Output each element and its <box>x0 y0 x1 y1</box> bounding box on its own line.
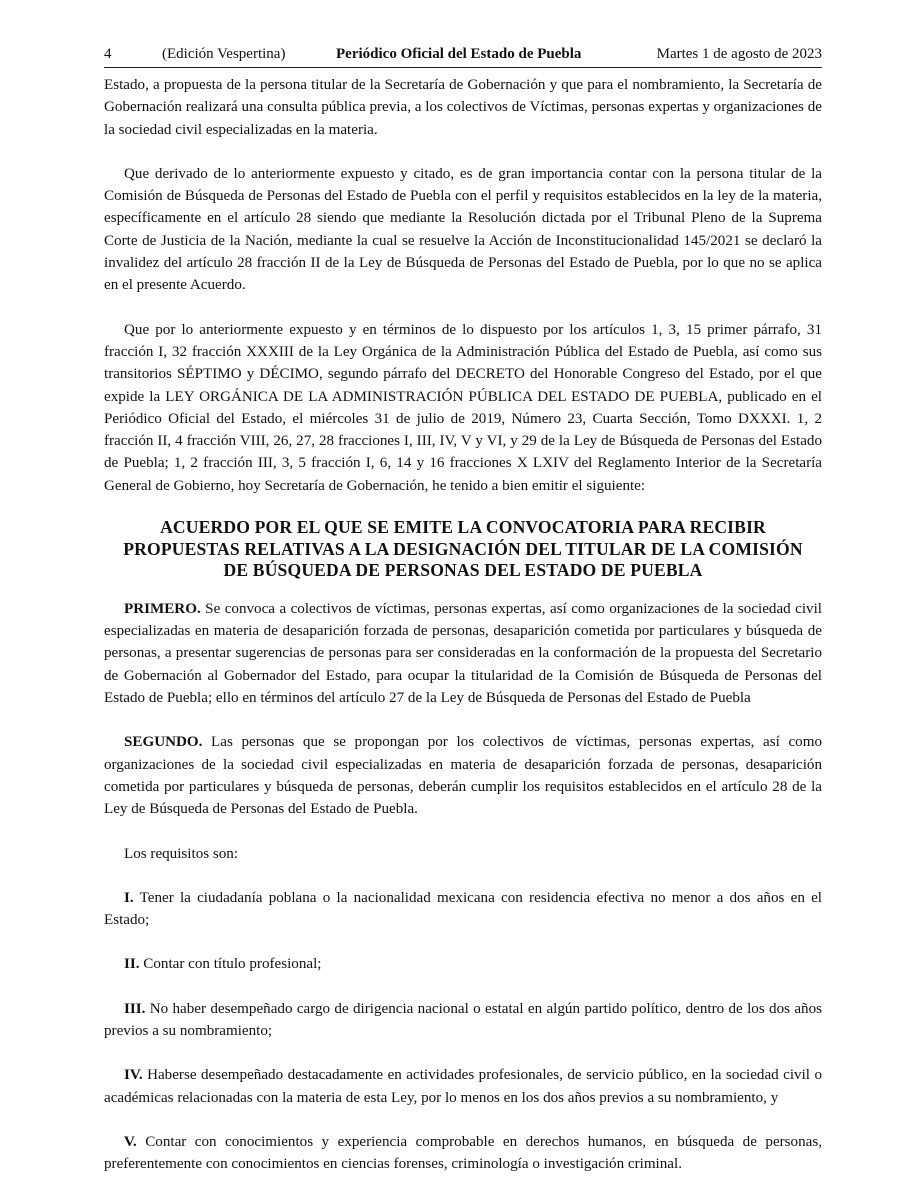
article-text: Se convoca a colectivos de víctimas, personas expertas, así como organizaciones de la sociedad civil especializadas en materia de desaparición forzada de personas, desaparición cometida por particulares y búsqueda de personas, a presentar sugerencias de personas para ser consideradas en la conformación de la propuesta del Secretario de Gobernación al Gobernador del Estado, para ocupar la titularidad de la Comisión de Búsqueda de Personas del Estado de Puebla; ello en términos del artículo 27 de la Ley de Búsqueda de Personas del Estado de Puebla <box>104 600 822 707</box>
requirement-item <box>104 953 822 975</box>
paragraph-fundamento: Que por lo anteriormente expuesto y en términos de lo dispuesto por los artículos 1, 3, 15 primer párrafo, 31 fracción I, 32 fracción XXXIII de la Ley Orgánica de la Administración Pública del Estado de Puebla, así como sus transitorios SÉPTIMO y DÉCIMO, segundo párrafo del DECRETO del Honorable Congreso del Estado, por el que expide la LEY ORGÁNICA DE LA ADMINISTRACIÓN PÚBLICA DEL ESTADO DE PUEBLA, publicado en el Periódico Oficial del Estado, el miércoles 31 de julio de 2019, Número 23, Cuarta Sección, Tomo DXXXI. 1, 2 fracción II, 4 fracción VIII, 26, 27, 28 fracciones I, III, IV, V y VI, y 29 de la Ley de Búsqueda de Personas del Estado de Puebla; 1, 2 fracción III, 3, 5 fracción I, 6, 14 y 16 fracciones X LXIV del Reglamento Interior de la Secretaría General de Gobierno, hoy Secretaría de Gobernación, he tenido a bien emitir el siguiente: <box>104 321 822 494</box>
requirement-label: IV. <box>124 1067 143 1084</box>
requirement-item <box>104 887 822 932</box>
article-segundo <box>104 731 822 820</box>
article-label: SEGUNDO. <box>124 734 203 751</box>
requirement-text: Haberse desempeñado destacadamente en actividades profesionales, de servicio público, en la sociedad civil o académicas relacionadas con la materia de esta Ley, por lo menos en los dos años previos a su nombramiento, y <box>104 1067 822 1106</box>
requirement-item <box>104 998 822 1043</box>
requirement-label: I. <box>124 889 134 906</box>
document-page <box>104 44 822 1175</box>
page-number: 4 <box>104 46 112 62</box>
edition-label: (Edición Vespertina) <box>162 46 286 62</box>
document-body <box>104 74 822 1175</box>
article-text: Las personas que se propongan por los colectivos de víctimas, personas expertas, así como organizaciones de la sociedad civil especializadas en materia de desaparición forzada de personas, desaparición cometida por particulares y búsqueda de personas, deberán cumplir los requisitos establecidos en el artículo 28 de la Ley de Búsqueda de Personas del Estado de Puebla. <box>104 734 822 818</box>
agreement-title <box>104 517 822 582</box>
article-primero <box>104 598 822 709</box>
paragraph-considerando: Que derivado de lo anteriormente expuesto y citado, es de gran importancia contar con la persona titular de la Comisión de Búsqueda de Personas del Estado de Puebla con el perfil y requisitos establecidos en la ley de la materia, específicamente en el artículo 28 siendo que mediante la Resolución dictada por el Tribunal Pleno de la Suprema Corte de Justicia de la Nación, mediante la cual se resuelve la Acción de Inconstitucionalidad 145/2021 se declaró la invalidez del artículo 28 fracción II de la Ley de Búsqueda de Personas del Estado de Puebla, por lo que no se aplica en el presente Acuerdo. <box>104 165 822 294</box>
article-label: PRIMERO. <box>124 600 201 617</box>
requirement-label: V. <box>124 1133 137 1150</box>
paragraph-continuation: Estado, a propuesta de la persona titular de la Secretaría de Gobernación y que para el nombramiento, la Secretaría de Gobernación realizará una consulta pública previa, a los colectivos de Víctimas, personas expertas y organizaciones de la sociedad civil especializadas en la materia. <box>104 77 822 138</box>
agreement-title-line: ACUERDO POR EL QUE SE EMITE LA CONVOCATORIA PARA RECIBIR <box>160 517 766 538</box>
publication-date: Martes 1 de agosto de 2023 <box>656 46 822 62</box>
requirement-text: Contar con título profesional; <box>139 956 322 973</box>
requirement-text: Tener la ciudadanía poblana o la nacionalidad mexicana con residencia efectiva no menor a dos años en el Estado; <box>104 889 822 929</box>
requirements-intro: Los requisitos son: <box>124 845 239 862</box>
requirement-item <box>104 1131 822 1176</box>
requirement-label: III. <box>124 1000 146 1017</box>
requirement-item <box>104 1064 822 1109</box>
requirement-text: No haber desempeñado cargo de dirigencia nacional o estatal en algún partido político, dentro de los dos años previos a su nombramiento; <box>104 1000 822 1039</box>
requirement-label: II. <box>124 956 140 973</box>
publication-title: Periódico Oficial del Estado de Puebla <box>336 46 582 62</box>
agreement-title-line: PROPUESTAS RELATIVAS A LA DESIGNACIÓN DEL TITULAR DE LA COMISIÓN <box>123 538 803 559</box>
requirement-text: Contar con conocimientos y experiencia comprobable en derechos humanos, en búsqueda de personas, preferentemente con conocimientos en ciencias forenses, criminología o investigación criminal. <box>104 1133 822 1173</box>
page-header <box>104 44 822 68</box>
agreement-title-line: DE BÚSQUEDA DE PERSONAS DEL ESTADO DE PUEBLA <box>223 560 703 581</box>
